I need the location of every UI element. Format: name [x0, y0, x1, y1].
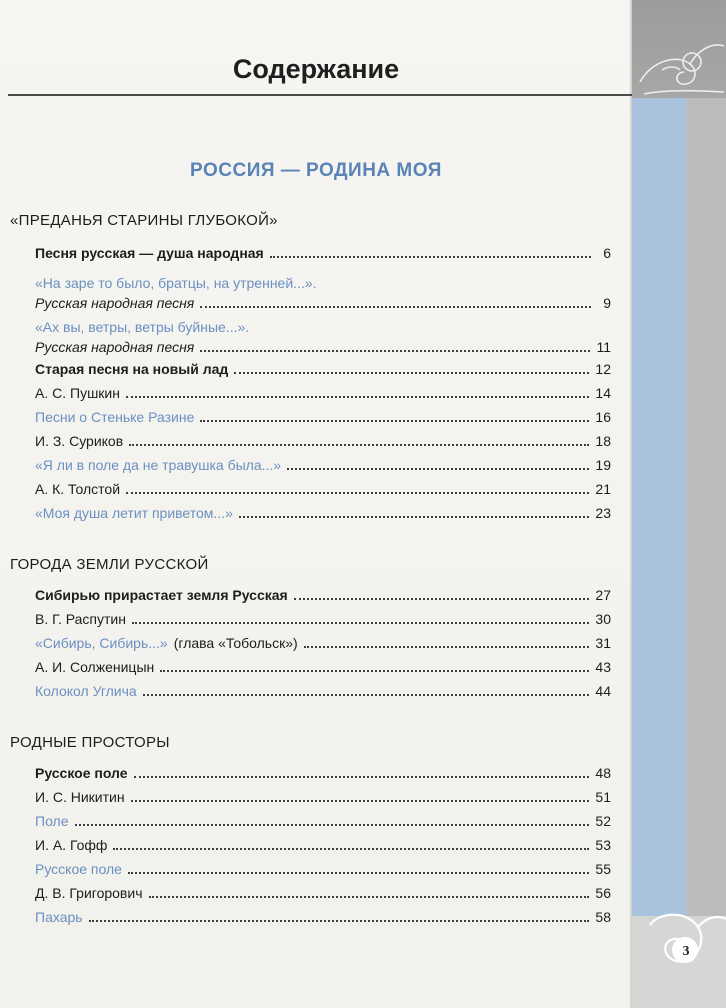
- toc-page-number: 11: [596, 339, 611, 355]
- toc-page-number: 55: [595, 861, 611, 877]
- toc-entry[interactable]: [35, 242, 611, 262]
- toc-entry-title: Русское поле: [35, 861, 122, 877]
- toc-entry-title: Колокол Углича: [35, 683, 137, 699]
- toc-entry-title: А. С. Пушкин: [35, 385, 120, 401]
- toc-page-number: 30: [595, 611, 611, 627]
- leader-dots: [287, 468, 589, 470]
- toc-page-number: 18: [595, 433, 611, 449]
- toc-entry-lead[interactable]: «На заре то было, братцы, на утренней...».: [35, 275, 317, 291]
- toc-entry-title: Поле: [35, 813, 69, 829]
- toc-entry[interactable]: [35, 292, 611, 312]
- toc-page-number: 27: [595, 587, 611, 603]
- toc-entry-title: Пахарь: [35, 909, 83, 925]
- toc-page-number: 9: [603, 295, 611, 311]
- toc-entry-title: Д. В. Григорович: [35, 885, 143, 901]
- toc-entry-title: Песня русская — душа народная: [35, 245, 264, 261]
- leader-dots: [75, 824, 590, 826]
- toc-entry-title: Русская народная песня: [35, 339, 195, 355]
- toc-entry-title: И. С. Никитин: [35, 789, 125, 805]
- toc-page-number: 52: [595, 813, 611, 829]
- toc-entry[interactable]: [35, 906, 611, 926]
- toc-entry-title: И. З. Суриков: [35, 433, 124, 449]
- toc-entry[interactable]: [35, 608, 611, 628]
- toc-entry-title: «Сибирь, Сибирь...»: [35, 635, 168, 651]
- toc-page-number: 21: [595, 481, 611, 497]
- toc-entry[interactable]: [35, 502, 611, 522]
- toc-page-number: 19: [595, 457, 611, 473]
- toc-entry[interactable]: [35, 406, 611, 426]
- toc-entry[interactable]: [35, 336, 611, 356]
- toc-page-number: 43: [595, 659, 611, 675]
- toc-entry-title: Старая песня на новый лад: [35, 361, 229, 377]
- leader-dots: [134, 776, 590, 778]
- leader-dots: [239, 516, 590, 518]
- part-title: РОССИЯ — РОДИНА МОЯ: [190, 160, 442, 181]
- leader-dots: [200, 306, 591, 308]
- leader-dots: [304, 646, 590, 648]
- toc-entry[interactable]: [35, 656, 611, 676]
- leader-dots: [149, 896, 590, 898]
- toc-entry[interactable]: [35, 478, 611, 498]
- toc-page-number: 31: [595, 635, 611, 651]
- toc-entry-lead[interactable]: «Ах вы, ветры, ветры буйные...».: [35, 319, 250, 335]
- toc-page-number: 44: [595, 683, 611, 699]
- toc-entry-title: И. А. Гофф: [35, 837, 108, 853]
- toc-entry[interactable]: [35, 430, 611, 450]
- toc-entry[interactable]: [35, 680, 611, 700]
- toc-page-number: 53: [595, 837, 611, 853]
- toc-entry[interactable]: [35, 858, 611, 878]
- leader-dots: [200, 350, 590, 352]
- swirl-ornament-icon: [632, 20, 726, 100]
- toc-page-number: 14: [595, 385, 611, 401]
- section-title: «ПРЕДАНЬЯ СТАРИНЫ ГЛУБОКОЙ»: [10, 212, 278, 229]
- page-number: 3: [682, 944, 690, 959]
- toc-page-number: 56: [595, 885, 611, 901]
- toc-entry[interactable]: [35, 584, 611, 604]
- side-bar-gray-stripe: [686, 98, 726, 916]
- leader-dots: [270, 256, 591, 258]
- leader-dots: [160, 670, 589, 672]
- side-bar-blue-stripe: [632, 98, 686, 916]
- leader-dots: [126, 396, 589, 398]
- page-title: Содержание: [232, 54, 400, 84]
- leader-dots: [131, 800, 590, 802]
- leader-dots: [132, 622, 589, 624]
- toc-entry[interactable]: [35, 810, 611, 830]
- toc-entry-title: Русское поле: [35, 765, 128, 781]
- toc-entry[interactable]: [35, 834, 611, 854]
- toc-page-number: 23: [595, 505, 611, 521]
- toc-entry[interactable]: [35, 882, 611, 902]
- toc-entry[interactable]: [35, 382, 611, 402]
- toc-entry-title: В. Г. Распутин: [35, 611, 126, 627]
- leader-dots: [113, 848, 589, 850]
- toc-entry-title: Русская народная песня: [35, 295, 195, 311]
- toc-entry-title: Сибирью прирастает земля Русская: [35, 587, 288, 603]
- toc-page-number: 48: [595, 765, 611, 781]
- toc-page-number: 6: [603, 245, 611, 261]
- toc-entry-title: «Моя душа летит приветом...»: [35, 505, 233, 521]
- leader-dots: [143, 694, 590, 696]
- leader-dots: [294, 598, 590, 600]
- leader-dots: [128, 872, 589, 874]
- leader-dots: [200, 420, 589, 422]
- toc-entry[interactable]: [35, 454, 611, 474]
- leader-dots: [126, 492, 589, 494]
- toc-page-number: 16: [595, 409, 611, 425]
- toc-page-number: 12: [595, 361, 611, 377]
- toc-entry-title: Песни о Стеньке Разине: [35, 409, 195, 425]
- leader-dots: [234, 372, 589, 374]
- toc-entry[interactable]: [35, 632, 611, 652]
- toc-entry[interactable]: [35, 762, 611, 782]
- toc-entry-title: «Я ли в поле да не травушка была...»: [35, 457, 282, 473]
- toc-page-number: 51: [595, 789, 611, 805]
- section-title: РОДНЫЕ ПРОСТОРЫ: [10, 734, 170, 751]
- toc-entry[interactable]: [35, 358, 611, 378]
- title-rule: [8, 94, 632, 96]
- toc-entry-title: А. К. Толстой: [35, 481, 121, 497]
- toc-entry-subtitle: (глава «Тобольск»): [173, 635, 298, 651]
- toc-page-number: 58: [595, 909, 611, 925]
- leader-dots: [89, 920, 590, 922]
- leader-dots: [129, 444, 589, 446]
- section-title: ГОРОДА ЗЕМЛИ РУССКОЙ: [10, 556, 209, 573]
- toc-entry-title: А. И. Солженицын: [35, 659, 155, 675]
- toc-entry[interactable]: [35, 786, 611, 806]
